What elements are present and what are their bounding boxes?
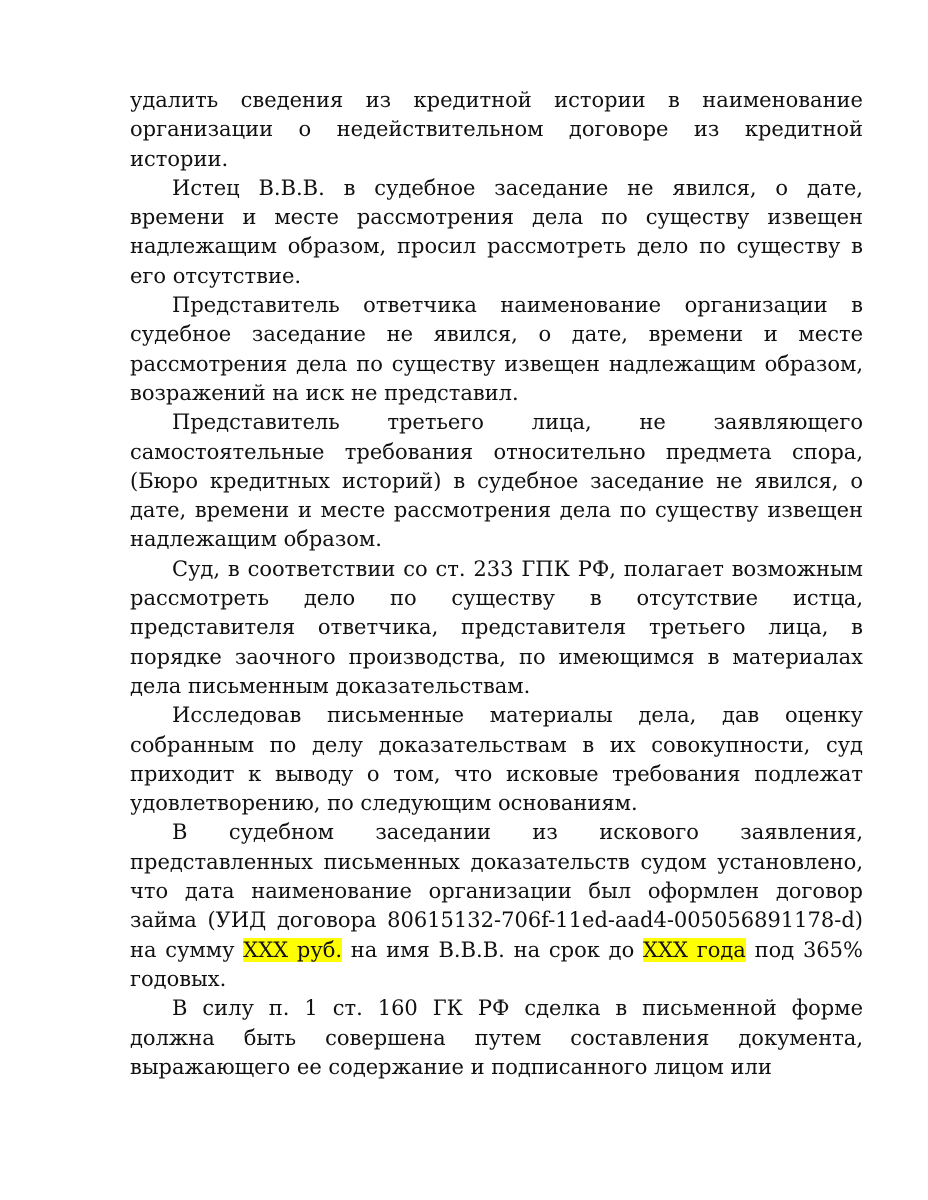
loan-amount-highlight: XXX руб.: [243, 937, 343, 962]
paragraph-civil-code-160: В силу п. 1 ст. 160 ГК РФ сделка в письменной форме должна быть совершена путем составления документа, выражающего ее содержание и подписанного лицом или: [130, 996, 863, 1079]
loan-text-end: под 365% годовых.: [130, 937, 863, 991]
paragraph-court-decision-absentia: Суд, в соответствии со ст. 233 ГПК РФ, полагает возможным рассмотреть дело по существу в отсутствие истца, представителя ответчика, представителя третьего лица, в порядке заочного производства, по имеющимся в материалах дела письменным доказательствам.: [130, 556, 863, 698]
document-page: [130, 86, 863, 1082]
loan-text-middle: на имя В.В.В. на срок до: [342, 937, 644, 962]
paragraph-court-evaluation: Исследовав письменные материалы дела, дав оценку собранным по делу доказательствам в их совокупности, суд приходит к выводу о том, что исковые требования подлежат удовлетворению, по следующим основаниям.: [130, 703, 863, 816]
paragraph-third-party-absent: Представитель третьего лица, не заявляющего самостоятельные требования относительно предмета спора, (Бюро кредитных историй) в судебное заседание не явился, о дате, времени и месте рассмотрения дела по существу извещен надлежащим образом.: [130, 410, 863, 552]
paragraph-plaintiff-absent: Истец В.В.В. в судебное заседание не явился, о дате, времени и месте рассмотрения дела по существу извещен надлежащим образом, просил рассмотреть дело по существу в его отсутствие.: [130, 175, 863, 288]
paragraph-delete-info: удалить сведения из кредитной истории в наименование организации о недействительном договоре из кредитной истории.: [130, 88, 863, 171]
loan-term-highlight: XXX года: [643, 937, 746, 962]
paragraph-defendant-absent: Представитель ответчика наименование организации в судебное заседание не явился, о дате, времени и месте рассмотрения дела по существу извещен надлежащим образом, возражений на иск не представил.: [130, 293, 863, 405]
loan-text-intro: В судебном заседании из искового заявления, представленных письменных доказательств судом установлено, что дата наименование организации был оформлен договор займа (УИД договора 80615132-706f-11ed-aad4-005056891178-d) на сумму: [130, 820, 863, 962]
paragraph-loan-agreement: [130, 818, 863, 994]
